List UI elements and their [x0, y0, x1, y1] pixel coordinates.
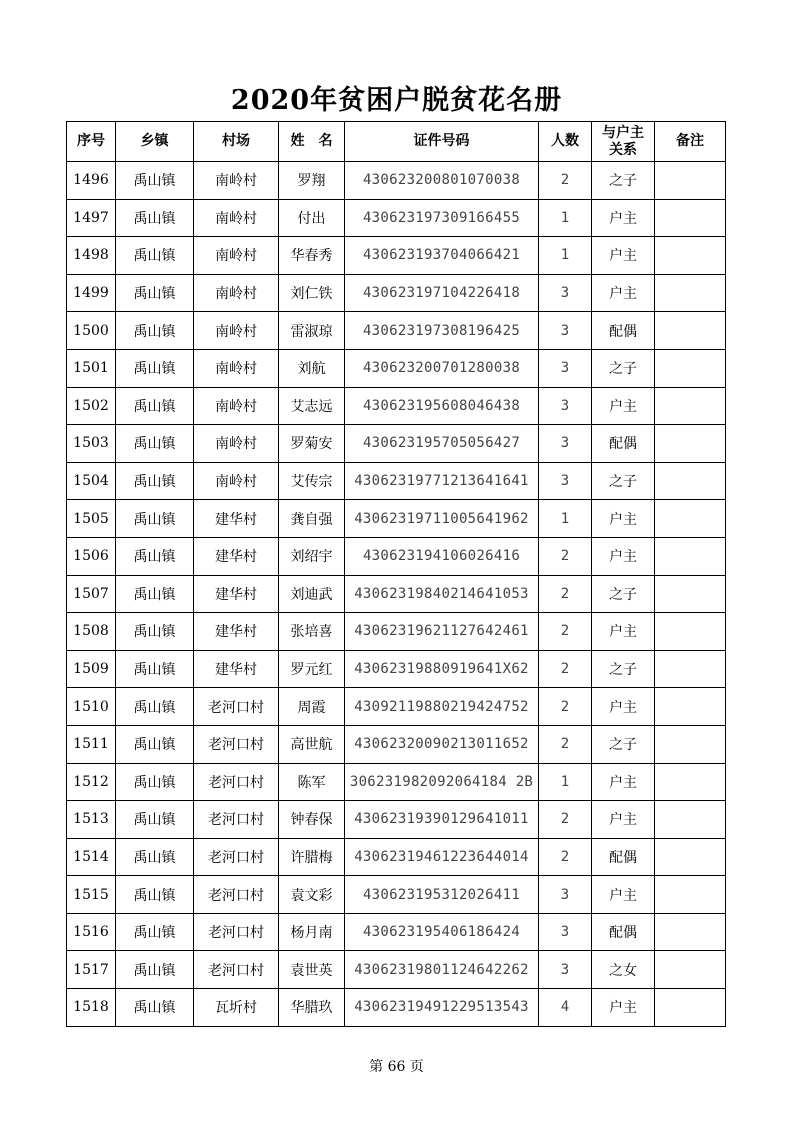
- cell-name: 杨月南: [279, 913, 345, 951]
- cell-remark: [655, 650, 726, 688]
- table-row: [67, 650, 726, 688]
- header-id-number: 证件号码: [345, 122, 539, 162]
- cell-seq: 1498: [67, 237, 116, 275]
- header-town: 乡镇: [116, 122, 194, 162]
- cell-town: 禹山镇: [116, 162, 194, 200]
- table-row: [67, 387, 726, 425]
- cell-relation: 户主: [592, 274, 655, 312]
- table-row: [67, 349, 726, 387]
- cell-remark: [655, 989, 726, 1027]
- cell-town: 禹山镇: [116, 876, 194, 914]
- cell-village: 瓦圻村: [194, 989, 279, 1027]
- page-number: 第 66 页: [369, 1059, 424, 1075]
- cell-count: 4: [539, 989, 592, 1027]
- cell-village: 建华村: [194, 650, 279, 688]
- cell-relation: 配偶: [592, 425, 655, 463]
- cell-relation: 配偶: [592, 913, 655, 951]
- cell-name: 陈军: [279, 763, 345, 801]
- cell-relation: 户主: [592, 763, 655, 801]
- cell-village: 老河口村: [194, 688, 279, 726]
- cell-id-number: 430623197104226418: [345, 274, 539, 312]
- cell-seq: 1514: [67, 838, 116, 876]
- cell-village: 建华村: [194, 613, 279, 651]
- cell-count: 2: [539, 613, 592, 651]
- table-row: [67, 575, 726, 613]
- cell-village: 老河口村: [194, 801, 279, 839]
- header-remark: 备注: [655, 122, 726, 162]
- cell-count: 1: [539, 500, 592, 538]
- cell-village: 南岭村: [194, 349, 279, 387]
- table-row: [67, 425, 726, 463]
- cell-relation: 之女: [592, 951, 655, 989]
- cell-remark: [655, 349, 726, 387]
- table-row: [67, 312, 726, 350]
- cell-count: 2: [539, 838, 592, 876]
- table-row: [67, 725, 726, 763]
- cell-seq: 1502: [67, 387, 116, 425]
- cell-id-number: 430623197308196425: [345, 312, 539, 350]
- cell-remark: [655, 425, 726, 463]
- cell-id-number: 43062319711005641962: [345, 500, 539, 538]
- cell-id-number: 430623195705056427: [345, 425, 539, 463]
- cell-remark: [655, 162, 726, 200]
- cell-relation: 之子: [592, 462, 655, 500]
- cell-relation: 户主: [592, 688, 655, 726]
- table-row: [67, 913, 726, 951]
- cell-seq: 1508: [67, 613, 116, 651]
- table-row: [67, 801, 726, 839]
- cell-name: 袁世英: [279, 951, 345, 989]
- cell-village: 老河口村: [194, 838, 279, 876]
- cell-seq: 1509: [67, 650, 116, 688]
- cell-remark: [655, 575, 726, 613]
- table-row: [67, 613, 726, 651]
- cell-name: 华春秀: [279, 237, 345, 275]
- table-row: [67, 876, 726, 914]
- cell-name: 龚自强: [279, 500, 345, 538]
- cell-id-number: 430623200801070038: [345, 162, 539, 200]
- cell-remark: [655, 838, 726, 876]
- cell-count: 1: [539, 199, 592, 237]
- cell-seq: 1496: [67, 162, 116, 200]
- cell-seq: 1516: [67, 913, 116, 951]
- cell-name: 钟春保: [279, 801, 345, 839]
- cell-seq: 1507: [67, 575, 116, 613]
- cell-count: 3: [539, 951, 592, 989]
- cell-name: 高世航: [279, 725, 345, 763]
- cell-count: 2: [539, 801, 592, 839]
- cell-remark: [655, 462, 726, 500]
- cell-town: 禹山镇: [116, 462, 194, 500]
- table-row: [67, 537, 726, 575]
- cell-count: 2: [539, 650, 592, 688]
- cell-relation: 配偶: [592, 312, 655, 350]
- table-row: [67, 237, 726, 275]
- cell-count: 2: [539, 725, 592, 763]
- cell-relation: 户主: [592, 199, 655, 237]
- cell-town: 禹山镇: [116, 725, 194, 763]
- cell-id-number: 430623195406186424: [345, 913, 539, 951]
- cell-id-number: 306231982092064184 2B: [345, 763, 539, 801]
- cell-count: 3: [539, 312, 592, 350]
- cell-remark: [655, 199, 726, 237]
- cell-town: 禹山镇: [116, 349, 194, 387]
- table-body: [67, 162, 726, 1027]
- cell-name: 付出: [279, 199, 345, 237]
- roster-table: [66, 121, 726, 1027]
- cell-count: 3: [539, 274, 592, 312]
- cell-count: 1: [539, 237, 592, 275]
- header-village: 村场: [194, 122, 279, 162]
- cell-seq: 1517: [67, 951, 116, 989]
- cell-town: 禹山镇: [116, 613, 194, 651]
- table-row: [67, 462, 726, 500]
- table-row: [67, 763, 726, 801]
- cell-id-number: 43062319461223644014: [345, 838, 539, 876]
- cell-village: 南岭村: [194, 425, 279, 463]
- header-seq: 序号: [67, 122, 116, 162]
- cell-remark: [655, 274, 726, 312]
- cell-village: 建华村: [194, 575, 279, 613]
- cell-seq: 1510: [67, 688, 116, 726]
- cell-relation: 户主: [592, 876, 655, 914]
- cell-seq: 1500: [67, 312, 116, 350]
- cell-count: 3: [539, 425, 592, 463]
- cell-town: 禹山镇: [116, 801, 194, 839]
- cell-id-number: 430623200701280038: [345, 349, 539, 387]
- cell-town: 禹山镇: [116, 989, 194, 1027]
- cell-village: 老河口村: [194, 951, 279, 989]
- cell-village: 老河口村: [194, 913, 279, 951]
- cell-town: 禹山镇: [116, 575, 194, 613]
- cell-seq: 1505: [67, 500, 116, 538]
- cell-village: 老河口村: [194, 876, 279, 914]
- cell-town: 禹山镇: [116, 425, 194, 463]
- cell-name: 艾传宗: [279, 462, 345, 500]
- cell-relation: 户主: [592, 387, 655, 425]
- cell-seq: 1499: [67, 274, 116, 312]
- cell-id-number: 43062319491229513543: [345, 989, 539, 1027]
- cell-remark: [655, 951, 726, 989]
- cell-count: 3: [539, 876, 592, 914]
- cell-name: 刘仁铁: [279, 274, 345, 312]
- table-row: [67, 199, 726, 237]
- cell-seq: 1513: [67, 801, 116, 839]
- cell-id-number: 43062319840214641053: [345, 575, 539, 613]
- cell-town: 禹山镇: [116, 199, 194, 237]
- cell-town: 禹山镇: [116, 763, 194, 801]
- table-row: [67, 989, 726, 1027]
- cell-count: 3: [539, 387, 592, 425]
- cell-name: 张培喜: [279, 613, 345, 651]
- cell-town: 禹山镇: [116, 913, 194, 951]
- cell-seq: 1503: [67, 425, 116, 463]
- cell-relation: 配偶: [592, 838, 655, 876]
- table-header-row: [67, 122, 726, 162]
- cell-count: 3: [539, 462, 592, 500]
- header-count: 人数: [539, 122, 592, 162]
- cell-id-number: 43062319390129641011: [345, 801, 539, 839]
- cell-name: 罗元红: [279, 650, 345, 688]
- cell-town: 禹山镇: [116, 387, 194, 425]
- cell-town: 禹山镇: [116, 650, 194, 688]
- cell-seq: 1515: [67, 876, 116, 914]
- cell-remark: [655, 913, 726, 951]
- cell-remark: [655, 312, 726, 350]
- cell-village: 建华村: [194, 500, 279, 538]
- cell-id-number: 43062319621127642461: [345, 613, 539, 651]
- cell-name: 雷淑琼: [279, 312, 345, 350]
- cell-count: 3: [539, 913, 592, 951]
- cell-id-number: 430623195312026411: [345, 876, 539, 914]
- cell-name: 罗菊安: [279, 425, 345, 463]
- cell-seq: 1518: [67, 989, 116, 1027]
- cell-relation: 之子: [592, 575, 655, 613]
- cell-count: 3: [539, 349, 592, 387]
- cell-relation: 户主: [592, 989, 655, 1027]
- cell-village: 南岭村: [194, 274, 279, 312]
- cell-relation: 户主: [592, 237, 655, 275]
- cell-remark: [655, 763, 726, 801]
- cell-remark: [655, 387, 726, 425]
- cell-relation: 户主: [592, 801, 655, 839]
- cell-count: 2: [539, 575, 592, 613]
- cell-remark: [655, 876, 726, 914]
- cell-seq: 1501: [67, 349, 116, 387]
- cell-seq: 1512: [67, 763, 116, 801]
- table-row: [67, 688, 726, 726]
- cell-village: 南岭村: [194, 312, 279, 350]
- cell-village: 南岭村: [194, 162, 279, 200]
- cell-name: 刘航: [279, 349, 345, 387]
- cell-remark: [655, 500, 726, 538]
- cell-seq: 1497: [67, 199, 116, 237]
- cell-remark: [655, 688, 726, 726]
- cell-town: 禹山镇: [116, 500, 194, 538]
- cell-village: 南岭村: [194, 462, 279, 500]
- cell-count: 2: [539, 162, 592, 200]
- cell-remark: [655, 237, 726, 275]
- cell-name: 袁文彩: [279, 876, 345, 914]
- cell-town: 禹山镇: [116, 537, 194, 575]
- cell-town: 禹山镇: [116, 274, 194, 312]
- cell-remark: [655, 613, 726, 651]
- cell-relation: 之子: [592, 162, 655, 200]
- cell-id-number: 430623194106026416: [345, 537, 539, 575]
- table-row: [67, 838, 726, 876]
- cell-village: 南岭村: [194, 387, 279, 425]
- cell-village: 南岭村: [194, 199, 279, 237]
- cell-name: 刘迪武: [279, 575, 345, 613]
- table-row: [67, 274, 726, 312]
- cell-name: 许腊梅: [279, 838, 345, 876]
- cell-id-number: 430623195608046438: [345, 387, 539, 425]
- cell-town: 禹山镇: [116, 312, 194, 350]
- table-row: [67, 162, 726, 200]
- cell-town: 禹山镇: [116, 951, 194, 989]
- cell-name: 艾志远: [279, 387, 345, 425]
- cell-remark: [655, 537, 726, 575]
- cell-seq: 1506: [67, 537, 116, 575]
- cell-town: 禹山镇: [116, 838, 194, 876]
- cell-id-number: 43062320090213011652: [345, 725, 539, 763]
- cell-id-number: 430623197309166455: [345, 199, 539, 237]
- cell-village: 老河口村: [194, 725, 279, 763]
- cell-seq: 1504: [67, 462, 116, 500]
- cell-town: 禹山镇: [116, 237, 194, 275]
- table-row: [67, 500, 726, 538]
- cell-id-number: 430623193704066421: [345, 237, 539, 275]
- cell-id-number: 43062319771213641641: [345, 462, 539, 500]
- cell-name: 周霞: [279, 688, 345, 726]
- header-name: 姓 名: [279, 122, 345, 162]
- cell-name: 刘绍宇: [279, 537, 345, 575]
- cell-relation: 户主: [592, 537, 655, 575]
- cell-remark: [655, 725, 726, 763]
- cell-count: 2: [539, 688, 592, 726]
- cell-seq: 1511: [67, 725, 116, 763]
- cell-id-number: 43092119880219424752: [345, 688, 539, 726]
- cell-relation: 之子: [592, 349, 655, 387]
- cell-id-number: 43062319801124642262: [345, 951, 539, 989]
- cell-village: 建华村: [194, 537, 279, 575]
- cell-name: 罗翔: [279, 162, 345, 200]
- cell-count: 1: [539, 763, 592, 801]
- cell-town: 禹山镇: [116, 688, 194, 726]
- header-relation-label: 与户主关系: [602, 124, 644, 158]
- cell-name: 华腊玖: [279, 989, 345, 1027]
- cell-relation: 之子: [592, 725, 655, 763]
- cell-relation: 之子: [592, 650, 655, 688]
- cell-count: 2: [539, 537, 592, 575]
- cell-village: 老河口村: [194, 763, 279, 801]
- cell-remark: [655, 801, 726, 839]
- cell-village: 南岭村: [194, 237, 279, 275]
- cell-id-number: 43062319880919641X62: [345, 650, 539, 688]
- cell-relation: 户主: [592, 613, 655, 651]
- cell-relation: 户主: [592, 500, 655, 538]
- table-row: [67, 951, 726, 989]
- header-relation: [592, 122, 655, 162]
- document-title: 2020年贫困户脱贫花名册: [230, 85, 563, 116]
